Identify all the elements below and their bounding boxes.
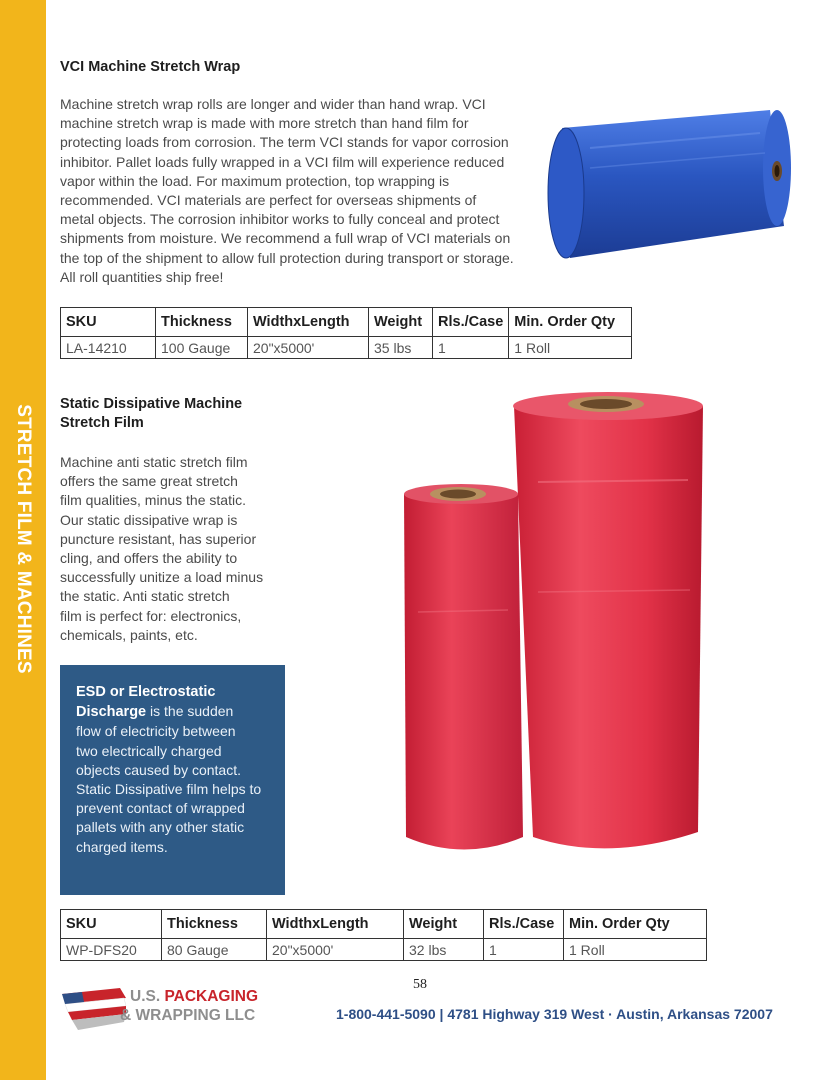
callout-line: Static Dissipative film helps to <box>76 781 262 798</box>
table-cell: 35 lbs <box>369 337 433 359</box>
text-line: All roll quantities ship free! <box>60 268 224 285</box>
logo-packaging: PACKAGING <box>164 988 259 1005</box>
logo-line-1 <box>130 988 258 1006</box>
table-row <box>61 939 707 961</box>
column-header: SKU <box>61 910 162 939</box>
callout-line: charged items. <box>76 838 168 855</box>
company-logo <box>60 986 290 1032</box>
text-line: protecting loads from corrosion. The term VCI stands for vapor corrosion <box>60 134 509 151</box>
vci-description <box>60 95 550 287</box>
text-line: the top of the shipment to allow full protection during transport or storage. <box>60 249 514 266</box>
column-header: Rls./Case <box>484 910 564 939</box>
callout-text: is the sudden <box>146 703 234 720</box>
callout-line: flow of electricity between <box>76 723 236 740</box>
text-line: cling, and offers the ability to <box>60 550 238 567</box>
static-film-description <box>60 453 290 645</box>
column-header: Weight <box>369 308 433 337</box>
text-line: recommended. VCI materials are perfect for overseas shipments of <box>60 192 477 209</box>
text-line: successfully unitize a load minus <box>60 569 264 586</box>
text-line: Machine anti static stretch film <box>60 454 248 470</box>
callout-line <box>76 702 271 722</box>
blue-stretch-roll-image <box>540 108 796 264</box>
title-line: Stretch Film <box>60 415 144 431</box>
static-film-spec-table <box>60 909 707 961</box>
table-header-row <box>61 308 632 337</box>
text-line: shipments from moisture. We recommend a full wrap of VCI materials on <box>60 230 511 247</box>
column-header: WidthxLength <box>248 308 369 337</box>
table-cell: LA-14210 <box>61 337 156 359</box>
column-header: Weight <box>404 910 484 939</box>
column-header: Rls./Case <box>433 308 509 337</box>
static-film-title <box>60 395 242 433</box>
text-line: chemicals, paints, etc. <box>60 626 198 643</box>
table-row <box>61 337 632 359</box>
vci-title: VCI Machine Stretch Wrap <box>60 59 241 75</box>
text-line: inhibitor. Pallet loads fully wrapped in a VCI film will experience reduced <box>60 153 505 170</box>
callout-term: ESD or Electrostatic <box>76 684 216 700</box>
logo-us: U.S. <box>130 988 161 1005</box>
table-cell: 20"x5000' <box>267 939 404 961</box>
text-line: metal objects. The corrosion inhibitor works to fully conceal and protect <box>60 211 500 228</box>
table-cell: 32 lbs <box>404 939 484 961</box>
callout-line: pallets with any other static <box>76 819 245 836</box>
column-header: Min. Order Qty <box>564 910 707 939</box>
text-line: offers the same great stretch <box>60 473 238 490</box>
table-cell: 100 Gauge <box>156 337 248 359</box>
text-line: puncture resistant, has superior <box>60 530 257 547</box>
text-line: machine stretch wrap is made with more stretch than hand film for <box>60 115 469 132</box>
table-cell: 80 Gauge <box>162 939 267 961</box>
text-line: the static. Anti static stretch <box>60 588 230 605</box>
table-cell: 1 Roll <box>564 939 707 961</box>
text-line: vapor within the load. For maximum protection, top wrapping is <box>60 172 450 189</box>
callout-line <box>76 682 271 702</box>
text-line: Our static dissipative wrap is <box>60 511 238 528</box>
section-tab-label: STRETCH FILM & MACHINES <box>13 404 35 674</box>
callout-line: two electrically charged <box>76 742 222 759</box>
section-tab <box>6 404 40 674</box>
red-stretch-rolls-image <box>398 392 713 862</box>
column-header: SKU <box>61 308 156 337</box>
vci-spec-table <box>60 307 632 359</box>
page-number: 58 <box>413 977 427 992</box>
logo-line-2: & WRAPPING LLC <box>120 1007 256 1024</box>
column-header: Thickness <box>162 910 267 939</box>
text-line: film is perfect for: electronics, <box>60 607 242 624</box>
footer-contact: 1-800-441-5090 | 4781 Highway 319 West · Austin, Arkansas 72007 <box>336 1006 773 1022</box>
column-header: WidthxLength <box>267 910 404 939</box>
table-cell: 20"x5000' <box>248 337 369 359</box>
callout-term: Discharge <box>76 704 147 721</box>
flag-swoosh-icon <box>60 986 128 1032</box>
callout-line: objects caused by contact. <box>76 761 241 778</box>
title-line: Static Dissipative Machine <box>60 396 243 412</box>
table-cell: 1 Roll <box>509 337 632 359</box>
column-header: Min. Order Qty <box>509 308 632 337</box>
table-cell: 1 <box>484 939 564 961</box>
esd-callout-box <box>60 665 285 895</box>
callout-line: prevent contact of wrapped <box>76 800 245 817</box>
table-cell: WP-DFS20 <box>61 939 162 961</box>
table-header-row <box>61 910 707 939</box>
text-line: Machine stretch wrap rolls are longer and wider than hand wrap. VCI <box>60 96 486 112</box>
text-line: film qualities, minus the static. <box>60 492 246 509</box>
column-header: Thickness <box>156 308 248 337</box>
table-cell: 1 <box>433 337 509 359</box>
